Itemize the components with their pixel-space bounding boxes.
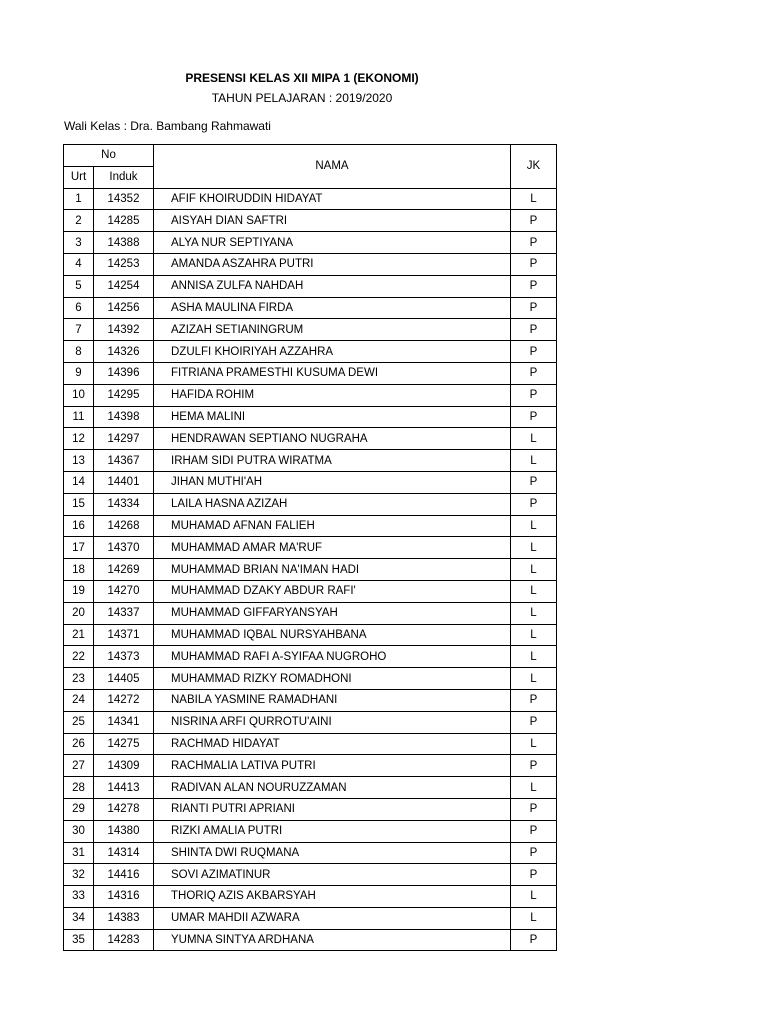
nama-cell: RACHMALIA LATIVA PUTRI [154,755,511,777]
header-no: No [64,145,154,167]
table-row [64,580,557,602]
jk-cell: P [511,798,557,820]
table-row [64,297,557,319]
nama-cell: MUHAMAD AFNAN FALIEH [154,515,511,537]
table-row [64,319,557,341]
nama-cell: AZIZAH SETIANINGRUM [154,319,511,341]
jk-cell: L [511,907,557,929]
induk-cell: 14392 [94,319,154,341]
induk-cell: 14314 [94,842,154,864]
nama-cell: NISRINA ARFI QURROTU'AINI [154,711,511,733]
nama-cell: DZULFI KHOIRIYAH AZZAHRA [154,341,511,363]
table-row [64,755,557,777]
document-title: PRESENSI KELAS XII MIPA 1 (EKONOMI) [185,71,419,85]
urt-cell: 15 [64,493,94,515]
urt-cell: 11 [64,406,94,428]
induk-cell: 14337 [94,602,154,624]
urt-cell: 10 [64,384,94,406]
induk-cell: 14253 [94,253,154,275]
header-urt: Urt [64,166,94,188]
jk-cell: L [511,559,557,581]
nama-cell: HAFIDA ROHIM [154,384,511,406]
urt-cell: 9 [64,362,94,384]
nama-cell: RACHMAD HIDAYAT [154,733,511,755]
table-row [64,602,557,624]
induk-cell: 14398 [94,406,154,428]
induk-cell: 14334 [94,493,154,515]
nama-cell: AISYAH DIAN SAFTRI [154,210,511,232]
nama-cell: FITRIANA PRAMESTHI KUSUMA DEWI [154,362,511,384]
induk-cell: 14268 [94,515,154,537]
table-row [64,384,557,406]
table-row [64,689,557,711]
urt-cell: 31 [64,842,94,864]
jk-cell: P [511,319,557,341]
urt-cell: 13 [64,450,94,472]
urt-cell: 4 [64,253,94,275]
jk-cell: P [511,406,557,428]
table-body [64,188,557,951]
induk-cell: 14352 [94,188,154,210]
urt-cell: 35 [64,929,94,951]
jk-cell: L [511,602,557,624]
table-row [64,275,557,297]
jk-cell: L [511,777,557,799]
nama-cell: HEMA MALINI [154,406,511,428]
urt-cell: 2 [64,210,94,232]
urt-cell: 6 [64,297,94,319]
induk-cell: 14297 [94,428,154,450]
table-row [64,820,557,842]
nama-cell: MUHAMMAD RIZKY ROMADHONI [154,668,511,690]
table-row [64,886,557,908]
nama-cell: MUHAMMAD GIFFARYANSYAH [154,602,511,624]
jk-cell: P [511,689,557,711]
jk-cell: P [511,471,557,493]
table-row [64,450,557,472]
jk-cell: P [511,711,557,733]
urt-cell: 14 [64,471,94,493]
induk-cell: 14373 [94,646,154,668]
nama-cell: YUMNA SINTYA ARDHANA [154,929,511,951]
jk-cell: P [511,842,557,864]
nama-cell: MUHAMMAD IQBAL NURSYAHBANA [154,624,511,646]
jk-cell: P [511,384,557,406]
attendance-table [63,144,557,951]
table-row [64,842,557,864]
jk-cell: L [511,733,557,755]
induk-cell: 14275 [94,733,154,755]
induk-cell: 14367 [94,450,154,472]
nama-cell: AMANDA ASZAHRA PUTRI [154,253,511,275]
table-row [64,711,557,733]
table-row [64,559,557,581]
nama-cell: NABILA YASMINE RAMADHANI [154,689,511,711]
urt-cell: 25 [64,711,94,733]
jk-cell: L [511,515,557,537]
table-row [64,188,557,210]
urt-cell: 26 [64,733,94,755]
urt-cell: 19 [64,580,94,602]
urt-cell: 34 [64,907,94,929]
nama-cell: MUHAMMAD RAFI A-SYIFAA NUGROHO [154,646,511,668]
jk-cell: L [511,668,557,690]
induk-cell: 14309 [94,755,154,777]
table-row [64,210,557,232]
nama-cell: IRHAM SIDI PUTRA WIRATMA [154,450,511,472]
nama-cell: RIANTI PUTRI APRIANI [154,798,511,820]
jk-cell: L [511,537,557,559]
urt-cell: 33 [64,886,94,908]
urt-cell: 1 [64,188,94,210]
induk-cell: 14405 [94,668,154,690]
urt-cell: 28 [64,777,94,799]
urt-cell: 20 [64,602,94,624]
table-row [64,253,557,275]
nama-cell: UMAR MAHDII AZWARA [154,907,511,929]
jk-cell: L [511,624,557,646]
jk-cell: L [511,886,557,908]
nama-cell: MUHAMMAD DZAKY ABDUR RAFI' [154,580,511,602]
urt-cell: 18 [64,559,94,581]
wali-kelas-label: Wali Kelas : Dra. Bambang Rahmawati [64,119,271,133]
nama-cell: SOVI AZIMATINUR [154,864,511,886]
table-row [64,777,557,799]
nama-cell: MUHAMMAD BRIAN NA'IMAN HADI [154,559,511,581]
urt-cell: 8 [64,341,94,363]
induk-cell: 14278 [94,798,154,820]
urt-cell: 22 [64,646,94,668]
urt-cell: 5 [64,275,94,297]
induk-cell: 14388 [94,232,154,254]
urt-cell: 24 [64,689,94,711]
induk-cell: 14341 [94,711,154,733]
nama-cell: JIHAN MUTHI'AH [154,471,511,493]
table-row [64,907,557,929]
induk-cell: 14256 [94,297,154,319]
induk-cell: 14371 [94,624,154,646]
induk-cell: 14396 [94,362,154,384]
nama-cell: LAILA HASNA AZIZAH [154,493,511,515]
table-row [64,232,557,254]
induk-cell: 14370 [94,537,154,559]
nama-cell: ANNISA ZULFA NAHDAH [154,275,511,297]
urt-cell: 3 [64,232,94,254]
induk-cell: 14416 [94,864,154,886]
table-row [64,493,557,515]
urt-cell: 17 [64,537,94,559]
table-row [64,929,557,951]
jk-cell: P [511,341,557,363]
header-nama: NAMA [154,145,511,189]
jk-cell: P [511,755,557,777]
nama-cell: HENDRAWAN SEPTIANO NUGRAHA [154,428,511,450]
jk-cell: P [511,929,557,951]
nama-cell: THORIQ AZIS AKBARSYAH [154,886,511,908]
urt-cell: 27 [64,755,94,777]
table-row [64,864,557,886]
jk-cell: P [511,210,557,232]
urt-cell: 30 [64,820,94,842]
table-row [64,798,557,820]
urt-cell: 21 [64,624,94,646]
jk-cell: P [511,297,557,319]
urt-cell: 7 [64,319,94,341]
nama-cell: SHINTA DWI RUQMANA [154,842,511,864]
jk-cell: L [511,646,557,668]
table-header-row [64,145,557,167]
table-row [64,646,557,668]
table-row [64,733,557,755]
induk-cell: 14413 [94,777,154,799]
induk-cell: 14316 [94,886,154,908]
induk-cell: 14380 [94,820,154,842]
induk-cell: 14254 [94,275,154,297]
nama-cell: ASHA MAULINA FIRDA [154,297,511,319]
induk-cell: 14326 [94,341,154,363]
jk-cell: L [511,428,557,450]
nama-cell: RADIVAN ALAN NOURUZZAMAN [154,777,511,799]
jk-cell: P [511,493,557,515]
urt-cell: 23 [64,668,94,690]
induk-cell: 14401 [94,471,154,493]
jk-cell: P [511,820,557,842]
header-jk: JK [511,145,557,189]
nama-cell: ALYA NUR SEPTIYANA [154,232,511,254]
table-row [64,406,557,428]
urt-cell: 16 [64,515,94,537]
induk-cell: 14269 [94,559,154,581]
table-row [64,515,557,537]
nama-cell: RIZKI AMALIA PUTRI [154,820,511,842]
table-row [64,471,557,493]
document-subtitle: TAHUN PELAJARAN : 2019/2020 [211,91,393,105]
induk-cell: 14295 [94,384,154,406]
header-induk: Induk [94,166,154,188]
induk-cell: 14270 [94,580,154,602]
jk-cell: L [511,188,557,210]
jk-cell: P [511,232,557,254]
jk-cell: L [511,450,557,472]
jk-cell: P [511,864,557,886]
table-row [64,362,557,384]
jk-cell: P [511,253,557,275]
nama-cell: AFIF KHOIRUDDIN HIDAYAT [154,188,511,210]
induk-cell: 14283 [94,929,154,951]
table-row [64,341,557,363]
jk-cell: P [511,275,557,297]
table-row [64,428,557,450]
urt-cell: 32 [64,864,94,886]
table-row [64,624,557,646]
induk-cell: 14285 [94,210,154,232]
induk-cell: 14272 [94,689,154,711]
urt-cell: 29 [64,798,94,820]
nama-cell: MUHAMMAD AMAR MA'RUF [154,537,511,559]
jk-cell: L [511,580,557,602]
urt-cell: 12 [64,428,94,450]
table-row [64,668,557,690]
induk-cell: 14383 [94,907,154,929]
jk-cell: P [511,362,557,384]
table-row [64,537,557,559]
